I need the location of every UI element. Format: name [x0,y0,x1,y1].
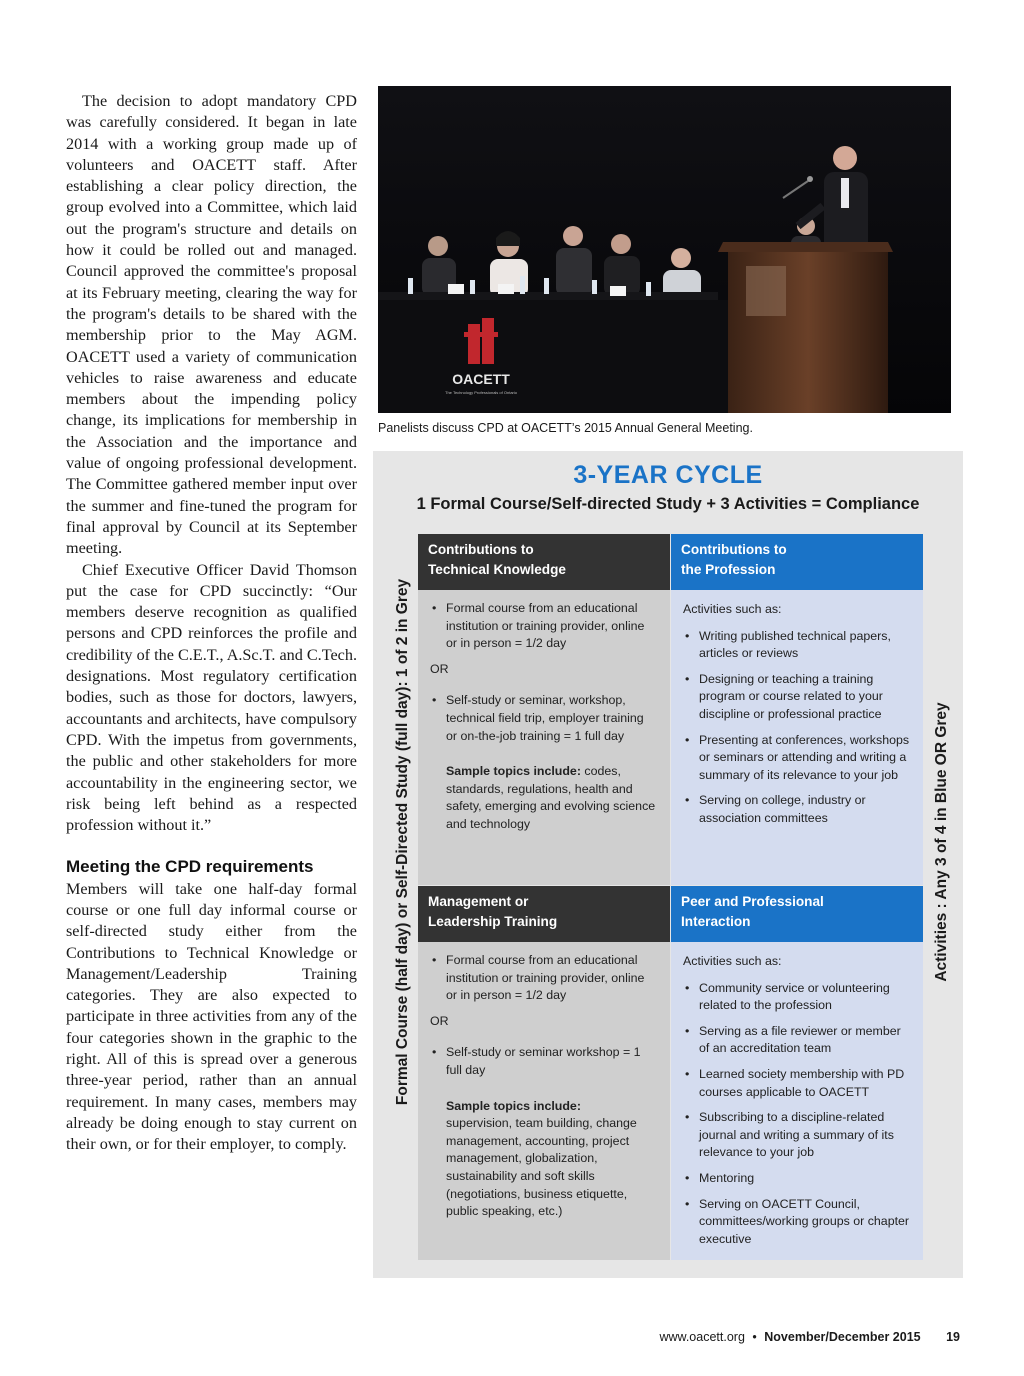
peer-item: • Serving as a file reviewer or member of an accreditation team [683,1023,913,1058]
peer-item: • Mentoring [683,1170,913,1188]
technical-knowledge-cell [418,590,670,885]
graphic-subtitle: 1 Formal Course/Self-directed Study + 3 Activities = Compliance [416,495,920,513]
article-column [66,91,357,1156]
left-side-label [390,534,416,1150]
header-peer-line2: Interaction [681,914,751,929]
header-technical-line2: Technical Knowledge [428,562,566,577]
profession-item: • Designing or teaching a training program or course related to your discipline or professional practice [683,671,913,724]
peer-cell [671,942,923,1260]
header-peer [671,886,923,942]
technical-item-2-text: Self-study or seminar, workshop, technical field trip, employer training or on-the-job training = 1 full day [446,693,644,743]
photo-caption: Panelists discuss CPD at OACETT’s 2015 Annual General Meeting. [378,421,753,435]
article-paragraph-1: The decision to adopt mandatory CPD was carefully considered. It began in late 2014 with a working group made up of volunteers and OACETT staff. After establishing a clear policy direction, the group evolved into a Committee, which laid out the program's structure and details on how it could be rolled out and managed. Council approved the committee's proposal at its February meeting, clearing the way for the program's details to be shared with the membership prior to the May AGM. OACETT used a variety of communication vehicles to raise awareness and educate members about the impending policy change, its implications for membership in the Association and the importance and value of ongoing professional development. The Committee gathered member input over the summer and fine-tuned the program for final approval by Council at its September meeting. [66,92,357,558]
graphic-title: 3-YEAR CYCLE [573,461,763,489]
oacett-banner-text: OACETT [452,371,510,387]
left-side-label-text: Formal Course (half day) or Self-Directed Study (full day): 1 of 2 in Grey [394,578,411,1106]
header-management-line2: Leadership Training [428,914,558,929]
footer-url[interactable]: www.oacett.org [659,1330,745,1344]
article-paragraph-3: Members will take one half-day formal course or one full day informal course or self-directed study either from the Contributions to Technical Knowledge or Management/Leadership Training categories. They are also expected to participate in three activities from any of the four categories shown in the graphic to the right. All of this is spread over a generous three-year period, rather than an annual requirement. In many cases, members may already be doing enough to stay current on their own, or for their employer, to comply. [66,879,357,1154]
profession-lead: Activities such as: [683,602,782,616]
profession-item: • Serving on college, industry or association committees [683,792,913,827]
podium [718,242,893,413]
cpd-graphic [373,451,963,1278]
article-paragraph-2: Chief Executive Officer David Thomson put the case for CPD succinctly: “Our members deserve recognition as qualified persons and CPD reinforces the profile and credibility of the C.E.T., A.Sc.T. and C.Tech. designations. Most regulatory certification bodies, such as those for doctors, lawyers, accountants and architects, have compulsory CPD. With the impetus from governments, the public and other stakeholders for more accountability in the engineering sector, we risk being left behind as a respected profession without it.” [66,560,357,835]
panel-table [378,276,733,413]
right-side-label-text: Activities : Any 3 of 4 in Blue OR Grey [933,702,950,982]
technical-item-1: • Formal course from an educational institution or training provider, online or in person = 1/2 day [430,600,658,653]
peer-lead: Activities such as: [683,954,782,968]
header-management [418,886,670,942]
peer-item: • Community service or volunteering related to the profession [683,980,913,1015]
technical-topics-label: Sample topics include: [446,764,581,779]
profession-cell [671,590,923,885]
peer-item: • Learned society membership with PD courses applicable to OACETT [683,1066,913,1101]
header-technical-knowledge [418,534,670,590]
management-topics-label: Sample topics include: [446,1098,581,1113]
profession-item: • Writing published technical papers, articles or reviews [683,628,913,663]
peer-item: • Serving on OACETT Council, committees/working groups or chapter executive [683,1196,913,1249]
header-profession-line1: Contributions to [681,542,787,557]
header-technical-line1: Contributions to [428,542,534,557]
management-cell [418,942,670,1260]
footer-issue: November/December 2015 [764,1330,921,1344]
header-profession [671,534,923,590]
management-item-1: • Formal course from an educational institution or training provider, online or in person = 1/2 day [430,952,658,1005]
section-heading: Meeting the CPD requirements [66,857,314,877]
technical-topics [446,763,658,833]
technical-topics-text: codes, standards, regulations, health and safety, emerging and evolving science and technology [446,764,656,831]
management-item-2 [430,1044,658,1220]
management-topics [446,1098,658,1221]
management-item-2-text: Self-study or seminar workshop = 1 full day [446,1045,641,1077]
footer-separator: • [752,1330,757,1344]
page-number: 19 [946,1330,960,1344]
peer-item: • Subscribing to a discipline-related journal and writing a summary of its relevance to your job [683,1109,913,1162]
header-profession-line2: the Profession [681,562,776,577]
profession-item: • Presenting at conferences, workshops or seminars or attending and writing a summary of its relevance to your job [683,732,913,785]
header-peer-line1: Peer and Professional [681,894,824,909]
management-or: OR [430,1013,449,1028]
oacett-banner-subtext: The Technology Professionals of Ontario [445,390,517,395]
right-side-label [929,534,955,1150]
panel-photo [378,86,951,413]
management-topics-text: supervision, team building, change management, accounting, project management, globalization, sustainability and soft skills (negotiations, business etiquette, public speaking, etc.) [446,1116,637,1219]
page-footer [659,1330,960,1344]
technical-or: OR [430,661,449,676]
technical-item-2 [430,692,658,833]
header-management-line1: Management or [428,894,529,909]
